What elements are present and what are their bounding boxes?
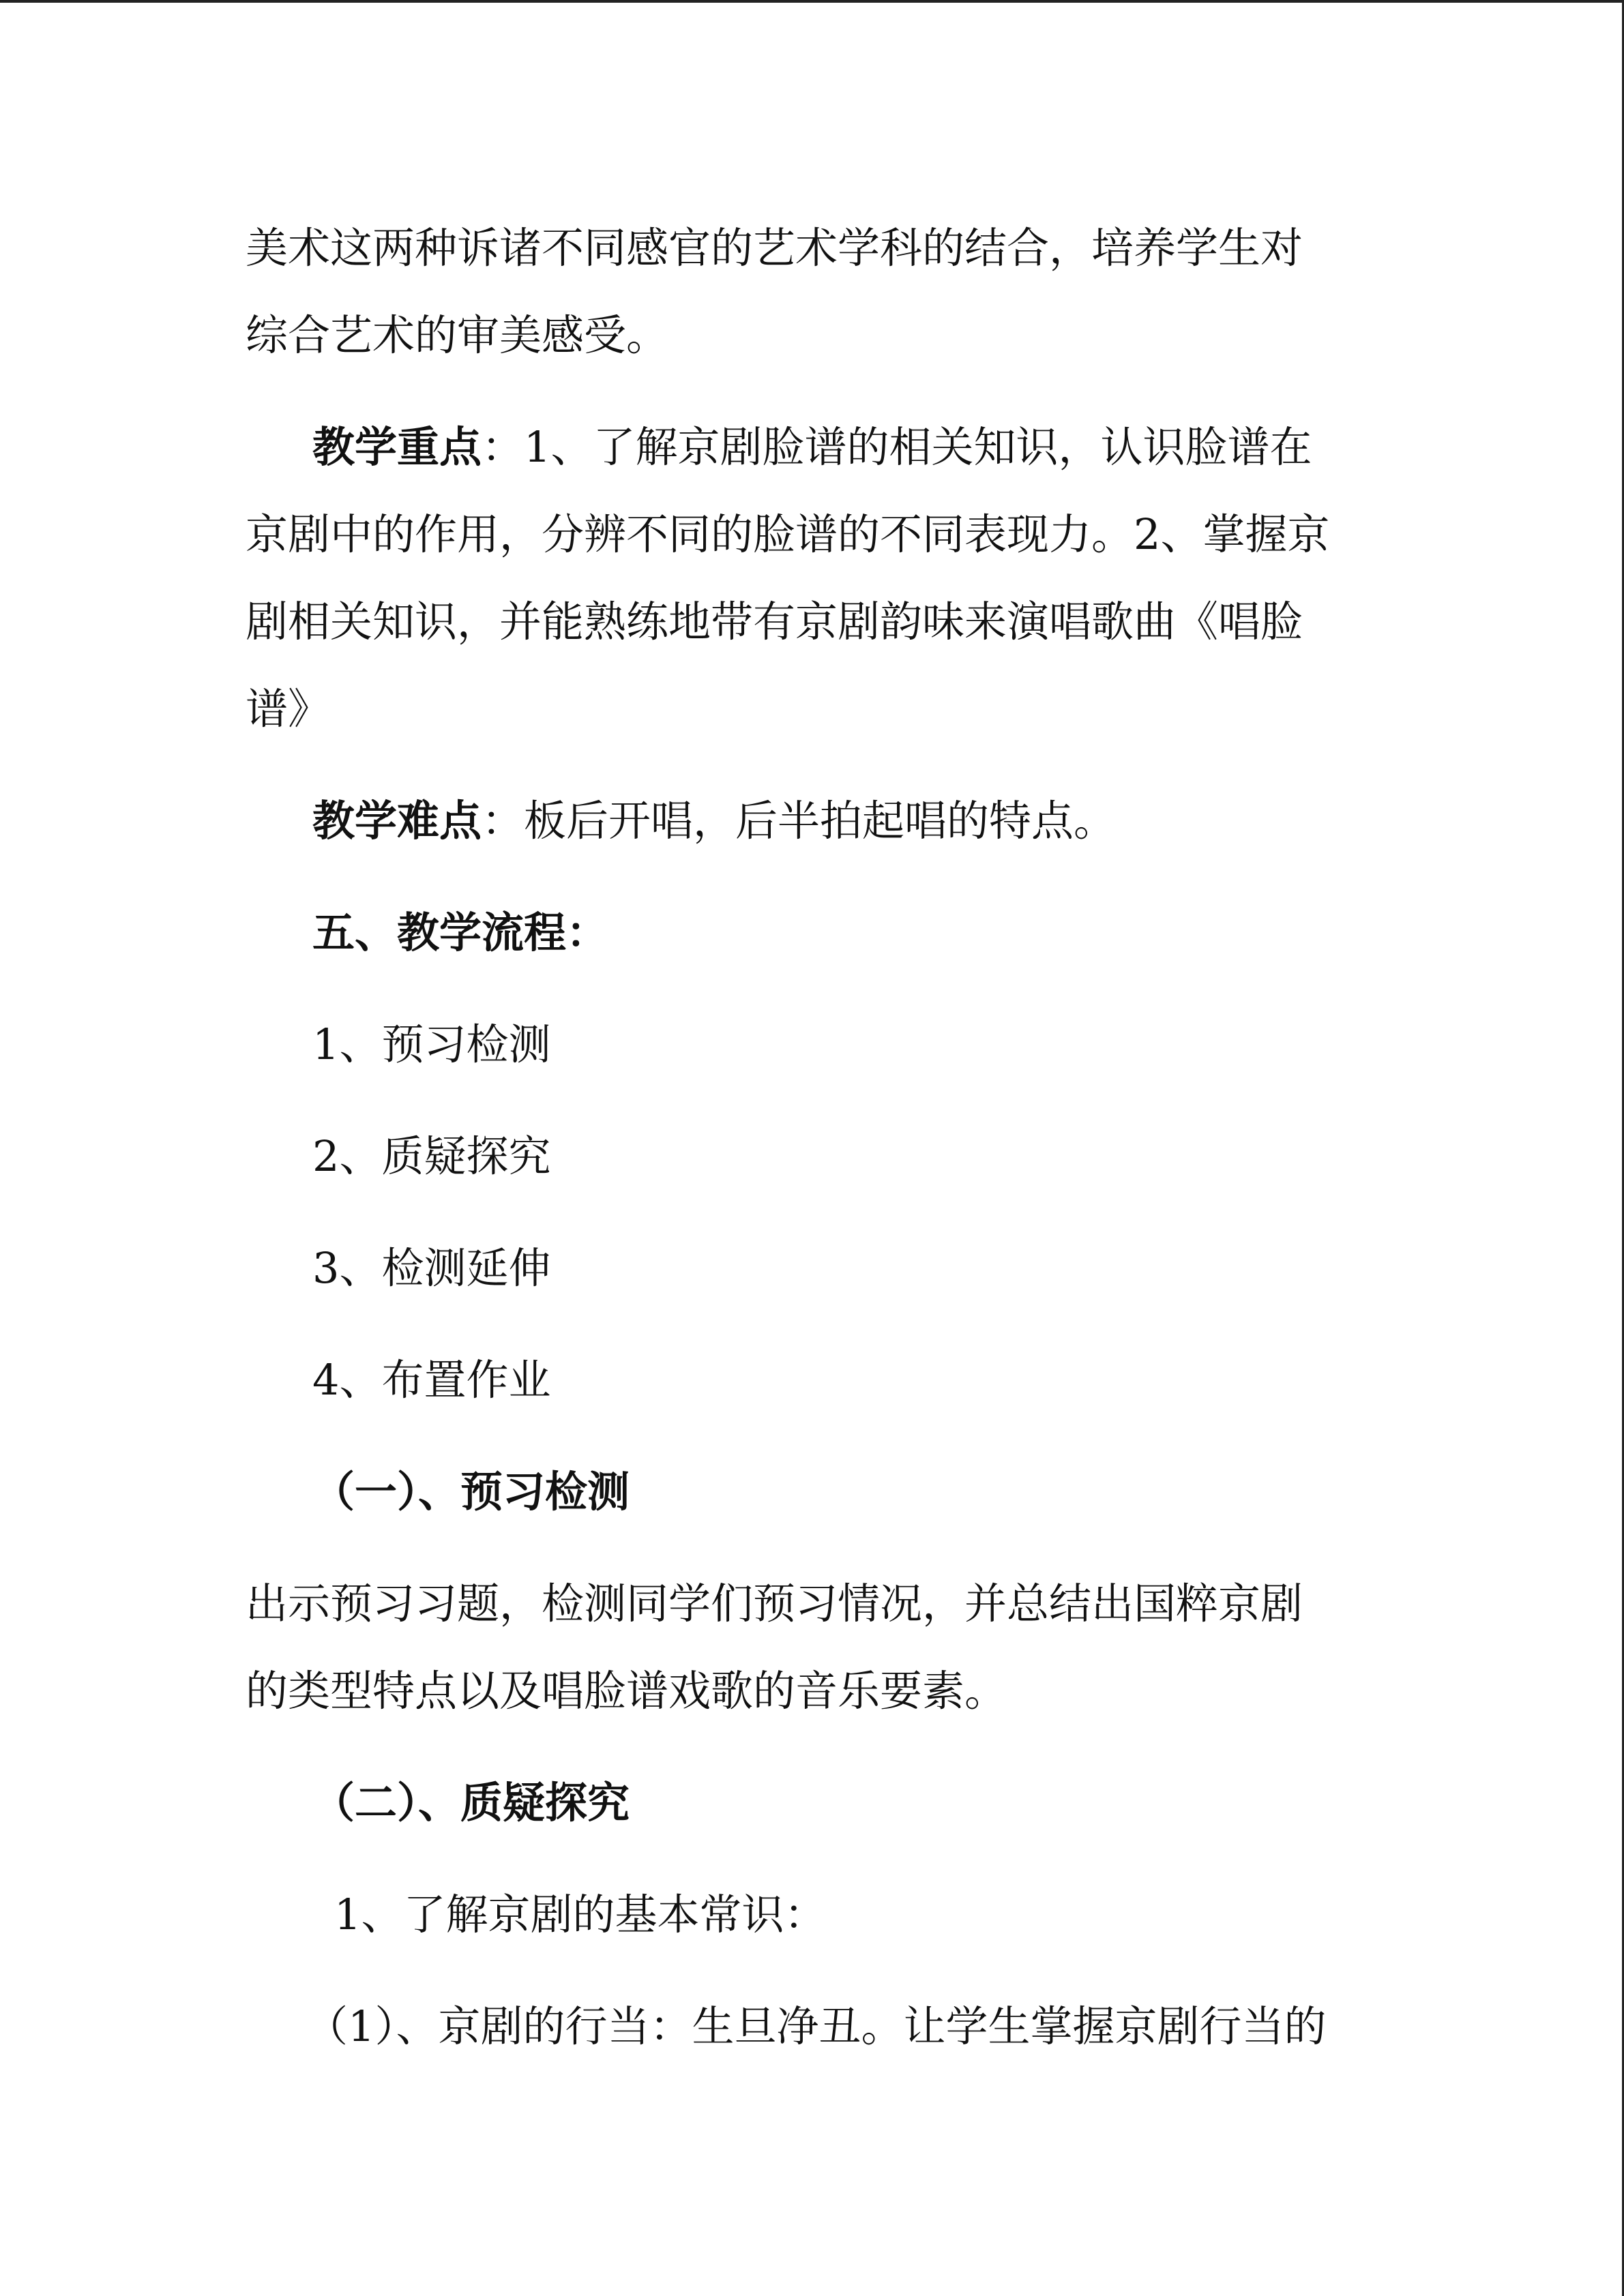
subsection-2-item-1-text: 1、了解京剧的基本常识： [334,1890,827,1939]
key-points-line-4: 谱》 [246,684,331,734]
subsection-2-item-1 [246,1871,1364,1958]
key-points-paragraph [246,404,1364,753]
subsection-1-line-1: 出示预习习题，检测同学们预习情况，并总结出国粹京剧 [246,1579,1303,1628]
flow-item [246,1113,1364,1200]
subsection-1-paragraph [246,1560,1364,1735]
flow-item [246,1001,1364,1088]
subsection-2-item-1-1 [246,1983,1364,2070]
document-body [246,205,1364,2070]
key-points-colon: ： [482,422,525,472]
subsection-1-heading-text: （一）、预习检测 [312,1467,630,1517]
key-points-line-1 [246,404,1364,491]
key-points-label: 教学重点 [312,422,482,472]
subsection-1-line-2: 的类型特点以及唱脸谱戏歌的音乐要素。 [246,1666,1007,1716]
intro-line-1: 美术这两种诉诸不同感官的艺术学科的结合，培养学生对 [246,223,1303,273]
section-5-heading-text: 五、教学流程： [312,908,609,957]
difficulty-label: 教学难点 [312,796,482,846]
flow-item-4: 4、布置作业 [312,1355,551,1405]
subsection-2-heading-text: （二）、质疑探究 [312,1778,630,1828]
key-points-line-3: 剧相关知识，并能熟练地带有京剧韵味来演唱歌曲《唱脸 [246,597,1303,646]
difficulty-paragraph [246,777,1364,865]
page-top-border [0,0,1624,3]
flow-item-2: 2、质疑探究 [312,1131,551,1181]
difficulty-text: ：板后开唱，后半拍起唱的特点。 [482,796,1117,846]
subsection-1-heading [246,1448,1364,1536]
section-5-heading [246,889,1364,976]
flow-item-1: 1、预习检测 [312,1019,551,1069]
key-points-line-1-text: 1、了解京剧脸谱的相关知识，认识脸谱在 [524,422,1312,472]
subsection-2-heading [246,1759,1364,1847]
difficulty-line [246,777,1364,865]
flow-item [246,1337,1364,1424]
flow-item-3: 3、检测延伸 [312,1243,551,1293]
intro-paragraph [246,205,1364,379]
subsection-2-item-1-1-text: （1）、京剧的行当：生旦净丑。让学生掌握京剧行当的 [306,2001,1327,2051]
flow-item [246,1225,1364,1312]
intro-line-2: 综合艺术的审美感受。 [246,310,669,360]
key-points-line-2: 京剧中的作用，分辨不同的脸谱的不同表现力。2、掌握京 [246,509,1330,559]
